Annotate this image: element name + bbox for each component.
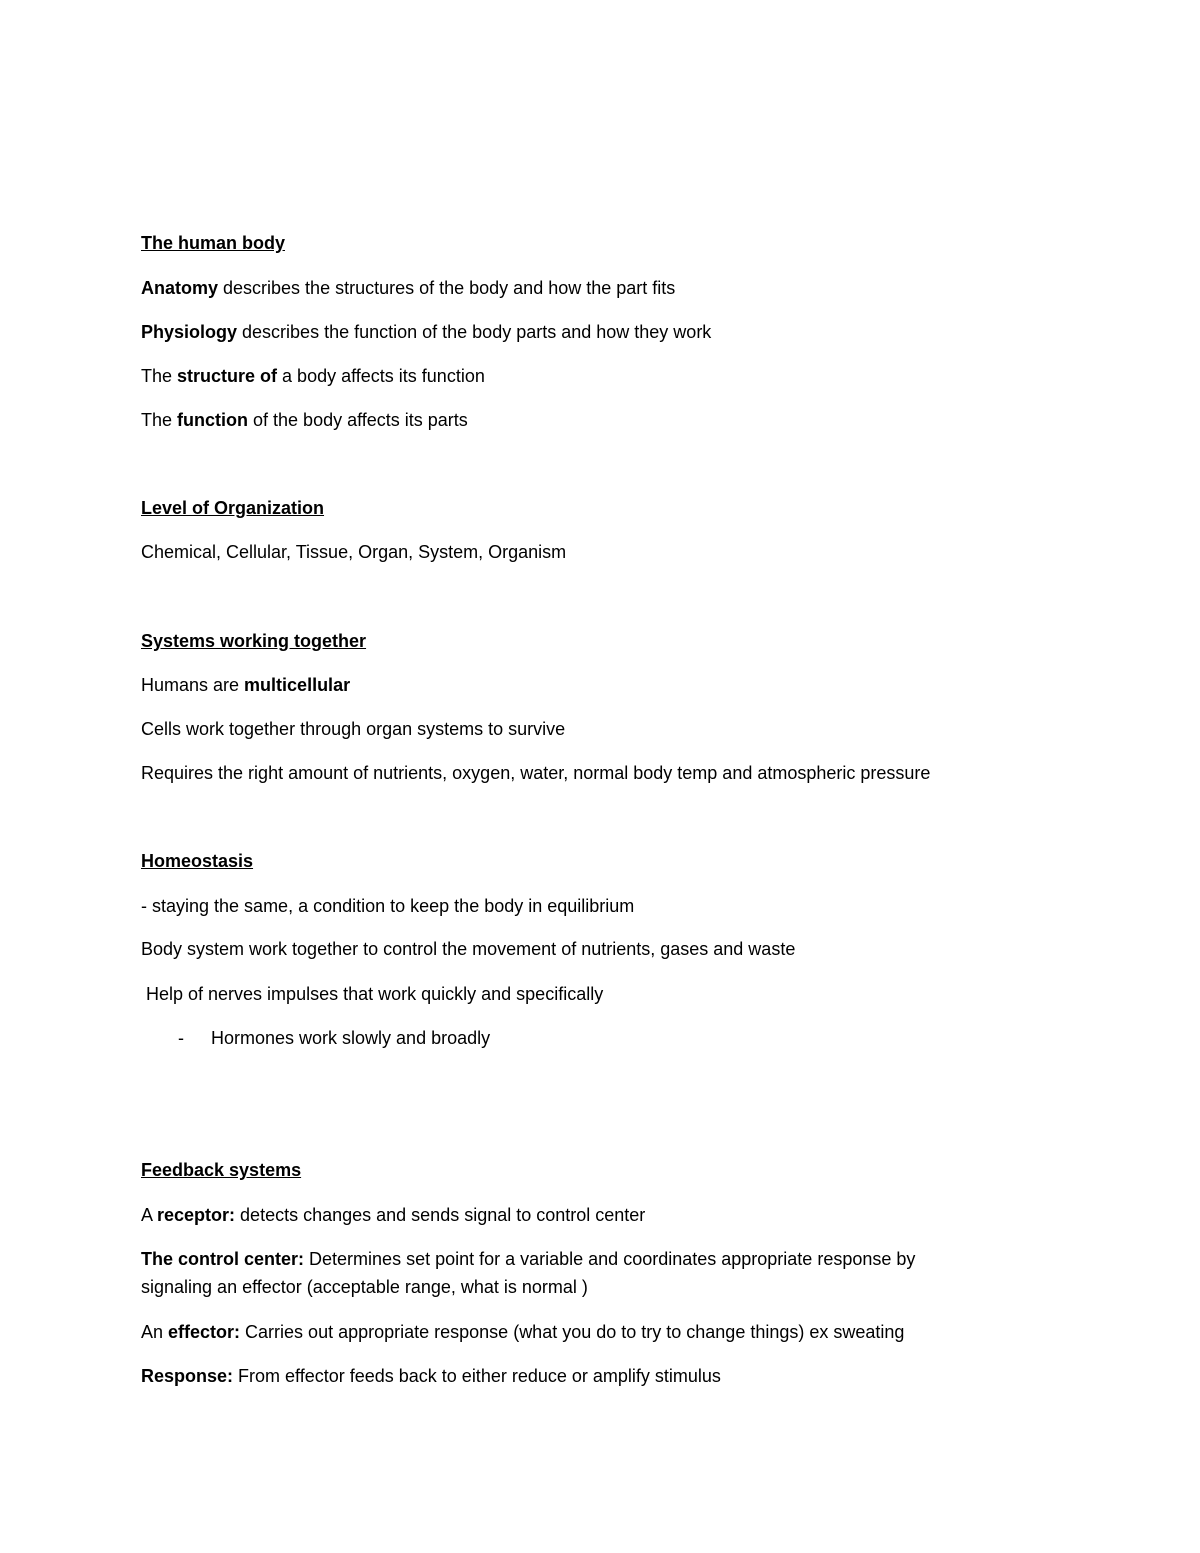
receptor-line: [141, 1204, 645, 1226]
effector-term: effector:: [168, 1322, 241, 1342]
physiology-term: Physiology: [141, 322, 238, 342]
structure-text: a body affects its function: [277, 366, 485, 386]
receptor-text: detects changes and sends signal to control center: [235, 1205, 646, 1225]
anatomy-text: describes the structures of the body and how the part fits: [218, 278, 676, 298]
structure-line: [141, 365, 485, 387]
effector-line: [141, 1321, 904, 1343]
heading-systems: Systems working together: [141, 631, 367, 651]
multicellular-line: [141, 674, 350, 696]
receptor-pre: A: [141, 1205, 158, 1225]
structure-term: structure of: [177, 366, 278, 386]
response-text: From effector feeds back to either reduce or amplify stimulus: [233, 1366, 721, 1386]
function-term: function: [177, 410, 249, 430]
control-center-term: The control center:: [141, 1249, 305, 1269]
organization-levels: Chemical, Cellular, Tissue, Organ, System, Organism: [141, 542, 567, 562]
function-pre: The: [141, 410, 178, 430]
body-system-line: Body system work together to control the movement of nutrients, gases and waste: [141, 939, 796, 959]
function-text: of the body affects its parts: [248, 410, 468, 430]
heading-feedback: Feedback systems: [141, 1160, 302, 1180]
physiology-text: describes the function of the body parts and how they work: [237, 322, 712, 342]
response-line: [141, 1365, 721, 1387]
effector-pre: An: [141, 1322, 169, 1342]
multicellular-pre: Humans are: [141, 675, 245, 695]
anatomy-line: [141, 277, 675, 299]
heading-human-body: The human body: [141, 233, 285, 253]
requires-line: Requires the right amount of nutrients, oxygen, water, normal body temp and atmospheric pressure: [141, 763, 931, 783]
list-bullet-dash: -: [178, 1028, 184, 1048]
nerves-line: Help of nerves impulses that work quickly and specifically: [141, 984, 604, 1004]
receptor-term: receptor:: [157, 1205, 236, 1225]
heading-homeostasis: Homeostasis: [141, 851, 254, 871]
multicellular-term: multicellular: [244, 675, 351, 695]
anatomy-term: Anatomy: [141, 278, 219, 298]
structure-pre: The: [141, 366, 178, 386]
physiology-line: [141, 321, 711, 343]
hormones-text: Hormones work slowly and broadly: [211, 1028, 491, 1048]
function-line: [141, 409, 468, 431]
heading-organization: Level of Organization: [141, 498, 325, 518]
effector-text: Carries out appropriate response (what you do to try to change things) ex sweating: [240, 1322, 905, 1342]
control-center-line-2: signaling an effector (acceptable range, what is normal ): [141, 1277, 588, 1297]
response-term: Response:: [141, 1366, 234, 1386]
control-center-text: Determines set point for a variable and coordinates appropriate response by: [304, 1249, 916, 1269]
cells-line: Cells work together through organ systems to survive: [141, 719, 566, 739]
homeostasis-definition: - staying the same, a condition to keep the body in equilibrium: [141, 896, 635, 916]
control-center-line: [141, 1248, 915, 1270]
